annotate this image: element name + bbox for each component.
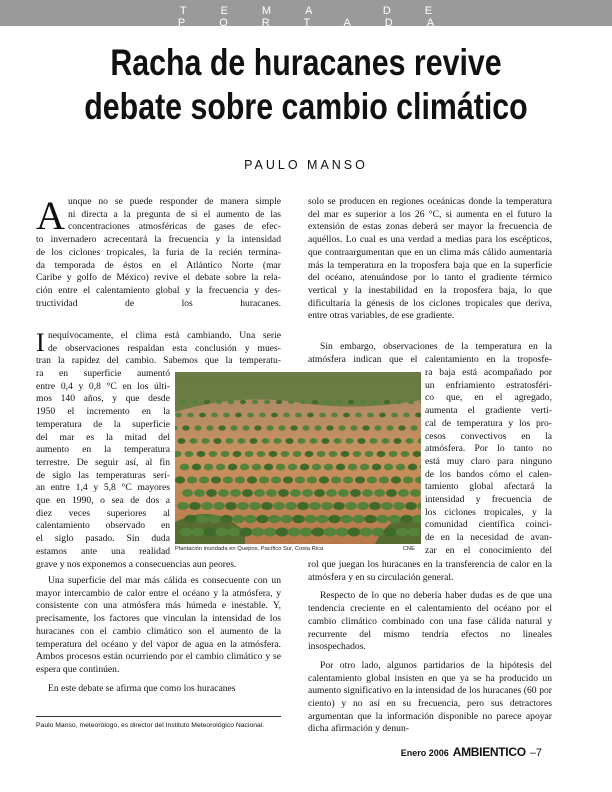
- palm-tree: [273, 438, 281, 444]
- palm-tree: [211, 476, 221, 483]
- palm-tree: [386, 489, 397, 497]
- palm-tree: [384, 464, 394, 471]
- palm-tree: [384, 400, 390, 404]
- palm-tree: [180, 464, 190, 471]
- palm-tree: [360, 400, 366, 404]
- palm-tree: [352, 515, 364, 524]
- palm-tree: [288, 400, 294, 404]
- palm-tree: [333, 502, 345, 510]
- palm-tree: [324, 464, 334, 471]
- palm-tree: [264, 400, 270, 404]
- palm-tree: [180, 527, 193, 536]
- palm-tree: [408, 400, 414, 404]
- palm-tree: [333, 438, 341, 444]
- palm-tree: [240, 527, 253, 536]
- palm-tree: [233, 451, 242, 457]
- palm-tree: [398, 425, 405, 430]
- palm-tree: [288, 464, 298, 471]
- right-paragraph-1: [308, 196, 552, 323]
- palm-tree: [297, 438, 305, 444]
- left-paragraph-2-narrow: [36, 368, 170, 559]
- palm-tree: [309, 438, 317, 444]
- palm-tree: [276, 527, 289, 536]
- palm-tree: [341, 451, 350, 457]
- palm-tree: [400, 515, 412, 524]
- right-p2-narrow-line: intensidad y frecuencia de: [425, 494, 552, 506]
- palm-tree: [177, 438, 185, 444]
- palm-tree: [307, 476, 317, 483]
- palm-tree: [213, 502, 225, 510]
- palm-tree: [230, 489, 241, 497]
- palm-tree: [187, 476, 197, 483]
- palm-tree: [367, 413, 374, 418]
- palm-tree: [410, 489, 421, 497]
- palm-tree: [290, 489, 301, 497]
- palm-tree: [237, 502, 249, 510]
- palm-tree: [372, 464, 382, 471]
- left-p2-narrow-line: terrestre. De seguir así, al fin: [36, 456, 170, 468]
- palm-tree: [353, 451, 362, 457]
- palm-tree: [398, 489, 409, 497]
- palm-tree: [189, 502, 201, 510]
- palm-tree: [201, 502, 213, 510]
- palm-tree: [408, 464, 418, 471]
- palm-tree: [321, 438, 329, 444]
- palm-tree: [208, 515, 220, 524]
- palm-tree: [278, 425, 285, 430]
- author-footnote: Paulo Manso, meteorólogo, es director del Instituto Meteorológico Nacional.: [36, 722, 265, 729]
- page-number: –7: [529, 747, 542, 759]
- palm-tree: [300, 527, 313, 536]
- palm-tree: [389, 451, 398, 457]
- right-paragraph-2: [308, 341, 552, 366]
- palm-tree: [254, 489, 265, 497]
- drop-cap-i: I: [36, 328, 45, 357]
- left-p2-narrow-line: mos 140 años, y que desde: [36, 393, 170, 405]
- left-paragraphs-3-4: [36, 575, 281, 695]
- palm-tree: [357, 502, 369, 510]
- left-p1-line: unque no se puede responder de manera simple: [68, 196, 281, 207]
- palm-tree: [290, 425, 297, 430]
- palm-tree: [216, 464, 226, 471]
- palm-tree: [396, 400, 402, 404]
- magazine-logo: AMBIENTICO: [452, 745, 526, 759]
- section-band: [0, 0, 612, 29]
- palm-tree: [396, 464, 406, 471]
- left-p2-narrow-line: aumento en la temperatura: [36, 444, 170, 456]
- palm-tree: [259, 413, 266, 418]
- palm-tree: [302, 489, 313, 497]
- photo-caption: Plantación inundada en Quepos, Pacífico Sur, Costa Rica: [175, 546, 324, 552]
- left-p2-narrow-line: el siglo pasado. Sin duda: [36, 533, 170, 545]
- palm-tree: [297, 502, 309, 510]
- palm-tree: [338, 489, 349, 497]
- palm-tree: [357, 438, 365, 444]
- palm-tree: [216, 400, 222, 404]
- palm-tree: [175, 413, 182, 418]
- palm-tree: [201, 438, 209, 444]
- palm-tree: [266, 425, 273, 430]
- palm-tree: [336, 464, 346, 471]
- palm-tree: [281, 451, 290, 457]
- palm-tree: [269, 451, 278, 457]
- palm-tree: [184, 515, 196, 524]
- palm-tree: [331, 476, 341, 483]
- palm-tree: [257, 451, 266, 457]
- photo-credit: CNE: [402, 546, 415, 552]
- palm-tree: [232, 515, 244, 524]
- palm-tree: [199, 476, 209, 483]
- left-p2-line: de observaciones respaldan esta conclusión y mues-: [48, 342, 281, 354]
- left-p2-narrow-line: temperatura de la superficie: [36, 418, 170, 430]
- palm-tree: [237, 438, 245, 444]
- palm-tree: [329, 451, 338, 457]
- palm-tree: [218, 489, 229, 497]
- palm-tree: [204, 400, 210, 404]
- palm-tree: [350, 489, 361, 497]
- palm-tree: [264, 464, 274, 471]
- palm-tree: [283, 413, 290, 418]
- article-title-line1: Racha de huracanes revive: [110, 42, 502, 83]
- palm-tree: [177, 502, 189, 510]
- palm-tree: [180, 400, 186, 404]
- palm-tree: [192, 400, 198, 404]
- palm-tree: [196, 515, 208, 524]
- right-p2-narrow-line: de los bandos cómo el calen-: [425, 468, 552, 480]
- right-p2-narrow-line: un enfriamiento estratosféri-: [425, 379, 552, 391]
- palm-tree: [245, 451, 254, 457]
- palm-tree: [249, 502, 261, 510]
- palm-tree: [228, 527, 241, 536]
- palm-tree: [242, 425, 249, 430]
- palm-tree: [204, 464, 214, 471]
- palm-tree: [197, 451, 206, 457]
- left-p2-end: grave y nos exponemos a consecuencias aun peores.: [36, 559, 237, 570]
- right-p2-narrow-line: cesos convectivos en la: [425, 430, 552, 442]
- right-p2-line: atmósfera indican que el calentamiento en la troposfe-: [308, 353, 552, 365]
- photo-caption-block: [175, 546, 421, 552]
- palm-tree: [348, 400, 354, 404]
- palm-tree: [362, 489, 373, 497]
- palm-tree: [386, 425, 393, 430]
- palm-tree: [369, 502, 381, 510]
- flooded-plantation-photo: [175, 372, 421, 544]
- palm-tree: [326, 425, 333, 430]
- palm-tree: [340, 515, 352, 524]
- palm-tree: [338, 425, 345, 430]
- right-p2-narrow-line: está muy claro para ninguno: [425, 455, 552, 467]
- palm-tree: [391, 476, 401, 483]
- palm-tree: [247, 413, 254, 418]
- palm-tree: [185, 451, 194, 457]
- palm-tree: [410, 425, 417, 430]
- palm-tree: [182, 425, 189, 430]
- palm-tree: [300, 464, 310, 471]
- palm-tree: [408, 527, 421, 536]
- palm-tree: [405, 438, 413, 444]
- left-p1-line: ción entre el calentamiento global y la frecuencia y des-: [36, 284, 281, 296]
- palm-tree: [225, 502, 237, 510]
- palm-tree: [372, 527, 385, 536]
- palm-tree: [343, 413, 350, 418]
- palm-tree: [300, 400, 306, 404]
- palm-tree: [240, 400, 246, 404]
- right-p2-end: rol que juegan los huracanes en la transferencia de calor en la atmósfera y en su circulación general.: [308, 559, 552, 583]
- palm-tree: [242, 489, 253, 497]
- palm-tree: [345, 438, 353, 444]
- palm-tree: [292, 515, 304, 524]
- right-p2-narrow-line: aumenta el gradiente verti-: [425, 405, 552, 417]
- left-paragraph-2: [36, 330, 281, 368]
- left-p2-narrow-line: entre 0,4 y 0,8 °C en los últi-: [36, 380, 170, 392]
- palm-tree: [377, 451, 386, 457]
- palm-tree: [206, 489, 217, 497]
- palm-tree: [285, 438, 293, 444]
- palm-tree: [276, 464, 286, 471]
- photo-illustration: [175, 372, 421, 544]
- left-p2-line: tran la rapidez del cambio. Sabemos que la temperatu-: [36, 355, 281, 367]
- palm-tree: [266, 489, 277, 497]
- palm-tree: [228, 464, 238, 471]
- palm-tree: [374, 425, 381, 430]
- palm-tree: [348, 464, 358, 471]
- right-p2-narrow-line: co que, en el agregado,: [425, 392, 552, 404]
- palm-tree: [293, 451, 302, 457]
- palm-tree: [209, 451, 218, 457]
- palm-tree: [261, 438, 269, 444]
- palm-tree: [264, 527, 277, 536]
- palm-tree: [355, 476, 365, 483]
- right-p2-narrow-line: tamiento global afectará la: [425, 481, 552, 493]
- palm-tree: [271, 476, 281, 483]
- palm-tree: [324, 400, 330, 404]
- right-p3: Respecto de lo que no debería haber dudas es de que una tendencia creciente en el calentamiento del océano por el cambio climático combinado con una fase cálida natural y recurrente del mismo tendría efectos no lineales insospechados.: [308, 590, 552, 653]
- palm-tree: [220, 515, 232, 524]
- palm-tree: [314, 425, 321, 430]
- left-p2-narrow-line: an entre 1,4 y 5,8 °C mayores: [36, 482, 170, 494]
- palm-tree: [360, 464, 370, 471]
- left-paragraph-1: [36, 193, 281, 310]
- palm-tree: [211, 413, 218, 418]
- issue-date: Enero 2006: [400, 748, 449, 758]
- left-p1-line: tructividad de los huracanes.: [36, 297, 281, 309]
- palm-tree: [379, 476, 389, 483]
- palm-tree: [252, 400, 258, 404]
- palm-tree: [225, 438, 233, 444]
- palm-tree: [324, 527, 337, 536]
- left-p2-narrow-line: calentamiento observado en: [36, 520, 170, 532]
- palm-tree: [192, 527, 205, 536]
- palm-tree: [326, 489, 337, 497]
- palm-tree: [309, 502, 321, 510]
- palm-tree: [364, 515, 376, 524]
- palm-tree: [384, 527, 397, 536]
- palm-tree: [228, 400, 234, 404]
- palm-tree: [365, 451, 374, 457]
- left-p1-line: concentraciones atmosféricas de gases de efec-: [68, 221, 281, 233]
- palm-tree: [175, 476, 185, 483]
- left-p1-line: Caribe y golfo de México) revive el debate sobre la rela-: [36, 272, 281, 284]
- palm-tree: [374, 489, 385, 497]
- palm-tree: [376, 515, 388, 524]
- palm-tree: [199, 413, 206, 418]
- palm-tree: [213, 438, 221, 444]
- left-p3: Una superficie del mar más cálida es consecuente con un mayor intercambio de calor entre el océano y la atmósfera, y consistente con una atmósfera más húmeda e inestable. Y, precisamente, los factores que vinculan la intensidad de los huracanes con el cambio climático son el aumento de la temperatura del océano y del vapor de agua en la atmósfera. Ambos procesos están ocurriendo por el cambio climático y se espera que continúen.: [36, 575, 281, 675]
- left-p1-line: da temporada de éstos en el Atlántico Norte (mar: [36, 259, 281, 271]
- palm-tree: [307, 413, 314, 418]
- left-p2-narrow-line: diez veces superiores al: [36, 507, 170, 519]
- palm-tree: [312, 527, 325, 536]
- palm-tree: [305, 451, 314, 457]
- palm-tree: [194, 489, 205, 497]
- palm-tree: [331, 413, 338, 418]
- right-p2-narrow-line: comunidad científica coinci-: [425, 519, 552, 531]
- palm-tree: [336, 400, 342, 404]
- palm-tree: [204, 527, 217, 536]
- palm-tree: [348, 527, 361, 536]
- right-p2-narrow-line: cal de temperatura y los pro-: [425, 417, 552, 429]
- palm-tree: [316, 515, 328, 524]
- palm-tree: [288, 527, 301, 536]
- palm-tree: [321, 502, 333, 510]
- drop-cap-a: A: [36, 193, 65, 238]
- palm-tree: [283, 476, 293, 483]
- left-p1-line: de los ciclones tropicales, la furia de la recién termina-: [36, 246, 281, 258]
- right-p1: solo se producen en regiones oceánicas donde la temperatura del mar es superior a los 26 °C, si aumenta en el futuro la extensión de estas zonas deberá ser mayor la frecuencia de aquéllos. Lo cual es una verdad a medias para los escépticos, que contraargumentan que en un clima más cálido aumentaría más la temperatura en la troposfera baja que en la superficie del océano, atenuándose por lo tanto el gradiente térmico vertical y la inestabilidad en la troposfera baja, lo que dificultaría la génesis de los ciclones tropicales que deriva, entre otras variables, de ese gradiente.: [308, 196, 552, 322]
- right-p2-narrow-line: ra baja está acompañado por: [425, 367, 552, 378]
- palm-tree: [194, 425, 201, 430]
- palm-tree: [393, 438, 401, 444]
- palm-tree: [304, 515, 316, 524]
- palm-tree: [391, 413, 398, 418]
- palm-tree: [403, 476, 413, 483]
- palm-tree: [187, 413, 194, 418]
- palm-tree: [319, 413, 326, 418]
- palm-tree: [319, 476, 329, 483]
- palm-tree: [280, 515, 292, 524]
- right-p4: Por otro lado, algunos partidarios de la hipótesis del calentamiento global insisten en que ya se ha producido un aumento significativo en la intensidad de los huracanes (60 por ciento) y no así en su frecuencia, pero sus detractores argumentan que la información disponible no parece apoyar dicha afirmación y denun-: [308, 659, 552, 735]
- palm-tree: [189, 438, 197, 444]
- palm-tree: [218, 425, 225, 430]
- palm-tree: [230, 425, 237, 430]
- left-p4: En este debate se afirma que como los huracanes: [48, 682, 236, 694]
- palm-tree: [261, 502, 273, 510]
- palm-tree: [381, 502, 393, 510]
- palm-tree: [336, 527, 349, 536]
- palm-tree: [345, 502, 357, 510]
- right-p2-narrow-line: zar en el conocimiento del: [425, 544, 552, 556]
- left-p2-narrow-line: estamos ante una realidad: [36, 545, 170, 557]
- palm-tree: [254, 425, 261, 430]
- palm-tree: [396, 527, 409, 536]
- right-p2-narrow-line: de en la necesidad de avan-: [425, 532, 552, 544]
- palm-tree: [249, 438, 257, 444]
- palm-tree: [247, 476, 257, 483]
- palm-tree: [221, 451, 230, 457]
- article-title-line2: debate sobre cambio climático: [84, 86, 528, 127]
- palm-tree: [413, 451, 421, 457]
- page-footer: [401, 745, 542, 759]
- palm-tree: [192, 464, 202, 471]
- palm-tree: [223, 476, 233, 483]
- left-paragraph-2-end: [36, 559, 281, 572]
- left-p1-line: to invernadero acrecentará la frecuencia y la intensidad: [36, 234, 281, 246]
- palm-tree: [216, 527, 229, 536]
- right-paragraph-2-narrow: [425, 367, 552, 558]
- palm-tree: [206, 425, 213, 430]
- left-p2-narrow-line: 1950 el incremento en la: [36, 406, 170, 418]
- left-p2-line: nequívocamente, el clima está cambiando. Una serie: [48, 330, 281, 341]
- palm-tree: [314, 489, 325, 497]
- right-p2-line: Sin embargo, observaciones de la temperatura en la: [320, 341, 552, 352]
- footnote-divider: [36, 716, 281, 717]
- palm-tree: [403, 413, 410, 418]
- right-p2-narrow-line: atmósfera. Por lo tanto no: [425, 443, 552, 455]
- palm-tree: [405, 502, 417, 510]
- palm-tree: [317, 451, 326, 457]
- palm-tree: [388, 515, 400, 524]
- palm-tree: [252, 527, 265, 536]
- palm-tree: [240, 464, 250, 471]
- left-p2-narrow-line: del mar es la mitad del: [36, 431, 170, 443]
- right-paragraphs-end: [308, 559, 552, 736]
- palm-tree: [223, 413, 230, 418]
- palm-tree: [312, 464, 322, 471]
- palm-tree: [268, 515, 280, 524]
- left-p1-line: ni directa a la pregunta de si el aumento de las: [68, 208, 281, 220]
- palm-tree: [312, 400, 318, 404]
- palm-tree: [256, 515, 268, 524]
- palm-tree: [367, 476, 377, 483]
- left-p2-narrow-line: de siglo las temperaturas serí-: [36, 469, 170, 481]
- palm-tree: [369, 438, 377, 444]
- palm-tree: [252, 464, 262, 471]
- section-label: TEMA DE PORTADA: [177, 5, 469, 29]
- palm-tree: [259, 476, 269, 483]
- palm-tree: [350, 425, 357, 430]
- palm-tree: [235, 476, 245, 483]
- left-p2-narrow-line: ra en superficie aumentó: [36, 368, 170, 379]
- palm-tree: [235, 413, 242, 418]
- palm-tree: [355, 413, 362, 418]
- palm-tree: [285, 502, 297, 510]
- palm-tree: [381, 438, 389, 444]
- palm-tree: [393, 502, 405, 510]
- palm-tree: [343, 476, 353, 483]
- article-author: PAULO MANSO: [244, 158, 368, 172]
- palm-tree: [278, 489, 289, 497]
- palm-tree: [302, 425, 309, 430]
- right-p2-narrow-line: los ciclones tropicales, y la: [425, 506, 552, 518]
- palm-tree: [360, 527, 373, 536]
- palm-tree: [295, 413, 302, 418]
- left-p2-narrow-line: que en 1990, o sea de dos a: [36, 495, 170, 507]
- palm-tree: [379, 413, 386, 418]
- palm-tree: [244, 515, 256, 524]
- palm-tree: [328, 515, 340, 524]
- palm-tree: [271, 413, 278, 418]
- palm-tree: [362, 425, 369, 430]
- palm-tree: [276, 400, 282, 404]
- palm-tree: [295, 476, 305, 483]
- palm-tree: [401, 451, 410, 457]
- palm-tree: [182, 489, 193, 497]
- palm-tree: [372, 400, 378, 404]
- palm-tree: [273, 502, 285, 510]
